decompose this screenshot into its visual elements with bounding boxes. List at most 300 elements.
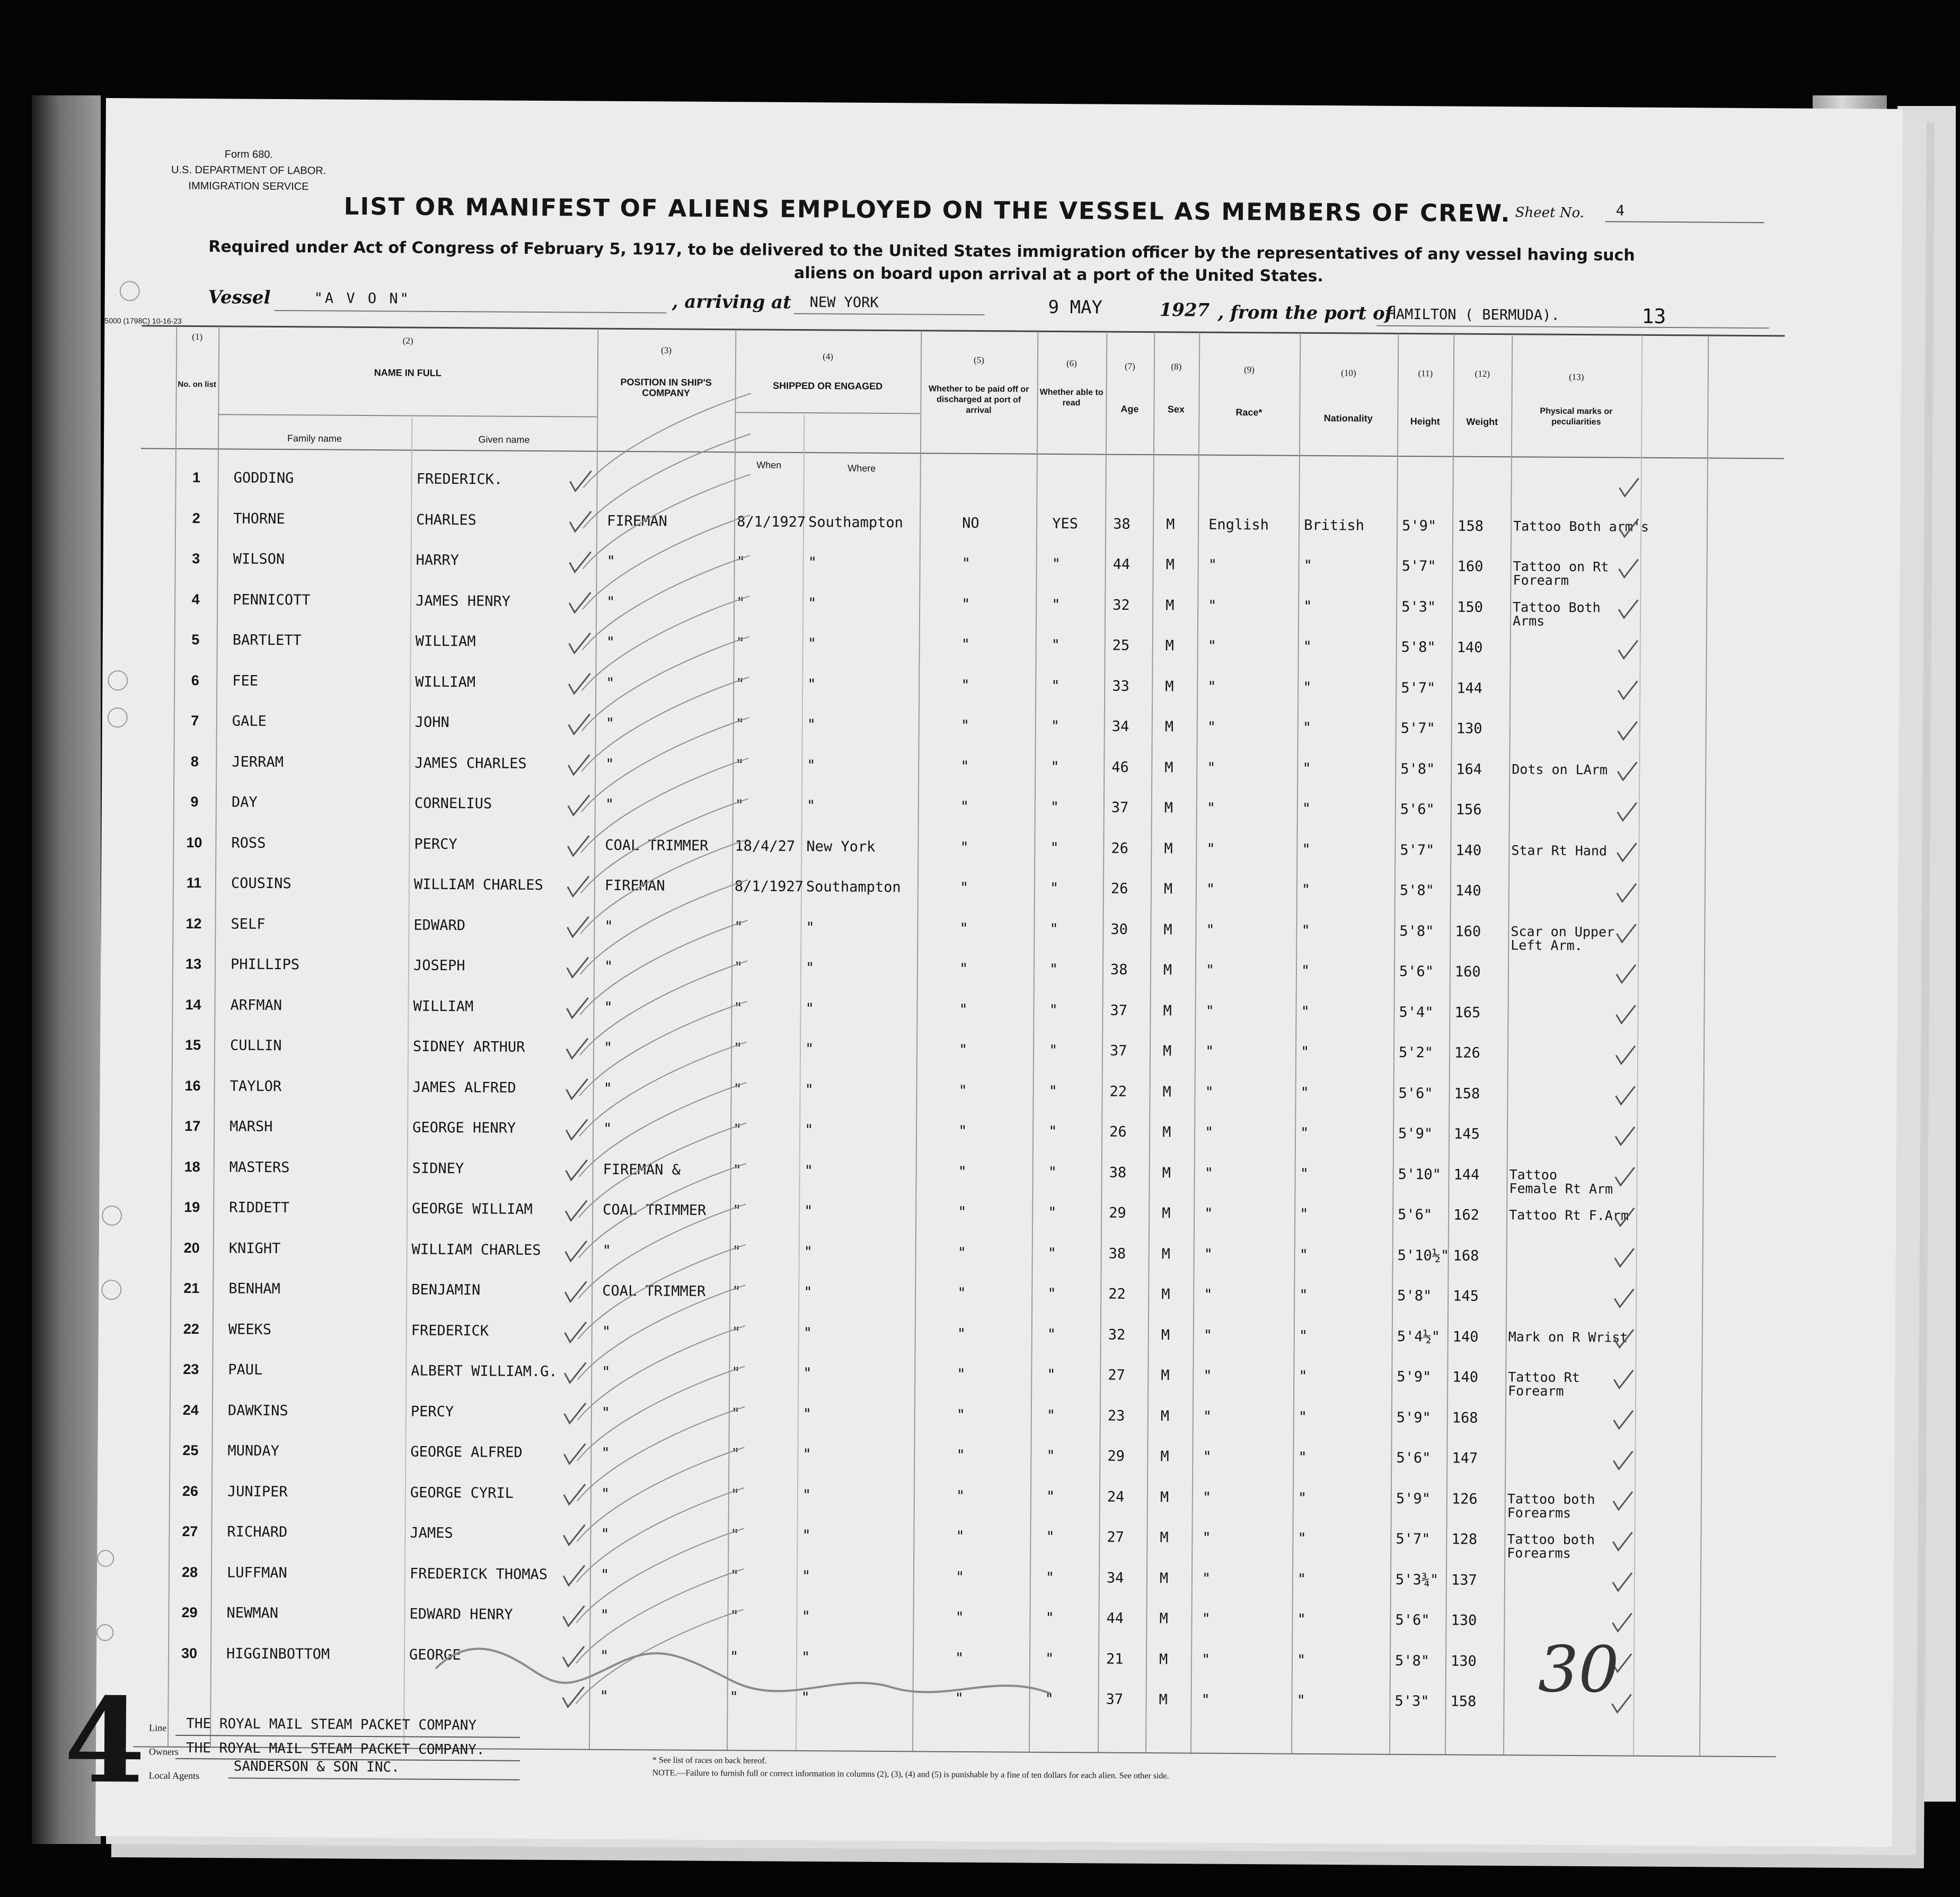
col-header-position: POSITION IN SHIP'S COMPANY — [620, 376, 712, 398]
vessel-name: "A V O N" — [314, 290, 411, 307]
sex: M — [1166, 556, 1175, 573]
age: 29 — [1107, 1448, 1125, 1465]
shipped-when: " — [730, 1567, 739, 1584]
paid-off: " — [959, 1001, 968, 1018]
check-mark — [1619, 600, 1638, 618]
race-footnote: * See list of races on back hereof. — [652, 1756, 767, 1766]
position: COAL TRIMMER — [603, 1201, 707, 1219]
shipped-when: " — [731, 1446, 740, 1462]
nationality: " — [1296, 1652, 1306, 1669]
family-name: SELF — [231, 915, 266, 933]
sex: M — [1164, 800, 1173, 817]
height: 5'10" — [1398, 1166, 1442, 1183]
given-name: HARRY — [416, 552, 460, 569]
weight: 140 — [1455, 882, 1481, 899]
paid-off: " — [961, 555, 971, 572]
pencil-stroke — [578, 1244, 746, 1340]
family-name: LUFFMAN — [226, 1564, 287, 1581]
given-name: JOHN — [414, 714, 449, 731]
nationality: " — [1303, 557, 1313, 574]
able-to-read: " — [1048, 1164, 1057, 1181]
able-to-read: " — [1052, 596, 1061, 613]
sex: M — [1164, 719, 1174, 735]
weight: 168 — [1452, 1410, 1478, 1426]
check-mark — [1614, 1411, 1633, 1429]
pencil-stroke — [583, 433, 751, 529]
weight: 140 — [1452, 1328, 1479, 1345]
check-mark — [562, 1687, 584, 1707]
shipped-when: " — [733, 1040, 743, 1057]
shipped-when: " — [736, 594, 745, 611]
pencil-stroke — [581, 798, 748, 894]
race: " — [1202, 1529, 1211, 1546]
height: 5'6" — [1396, 1449, 1431, 1467]
check-mark — [566, 1119, 587, 1139]
col-header-paid-off: Whether to be paid off or discharged at port of arrival — [928, 384, 1029, 415]
sheet-label: Sheet No. — [1515, 205, 1585, 221]
check-mark — [1615, 1127, 1635, 1145]
height: 5'7" — [1400, 841, 1435, 858]
nationality: " — [1303, 638, 1312, 655]
given-name: PERCY — [414, 836, 457, 853]
age: 25 — [1112, 637, 1130, 654]
check-mark — [1618, 802, 1637, 820]
check-mark — [563, 1646, 584, 1666]
sex: M — [1162, 1205, 1171, 1222]
row-number: 20 — [183, 1239, 200, 1256]
age: 27 — [1108, 1367, 1125, 1384]
paid-off: " — [958, 1041, 968, 1058]
given-name: FREDERICK THOMAS — [409, 1565, 548, 1583]
physical-marks: Mark on R Wrist — [1508, 1328, 1628, 1345]
height: 5'7" — [1401, 557, 1436, 575]
col-header-age: Age — [1120, 403, 1139, 414]
row-number: 7 — [191, 713, 199, 729]
able-to-read: " — [1049, 880, 1059, 897]
pencil-stroke — [577, 1487, 744, 1583]
family-name: ROSS — [231, 834, 266, 852]
height: 5'6" — [1400, 801, 1435, 818]
physical-marks-cont: Forearms — [1507, 1504, 1571, 1521]
from-port-label: , from the port of — [1217, 302, 1393, 324]
check-mark — [1618, 762, 1637, 780]
row-number: 11 — [186, 874, 202, 891]
shipped-when: " — [730, 1608, 739, 1625]
arrival-year: 1927 — [1159, 299, 1210, 321]
punch-hole — [101, 1280, 121, 1300]
able-to-read: " — [1048, 1204, 1057, 1221]
weight: 130 — [1456, 720, 1482, 737]
family-name: NEWMAN — [226, 1605, 279, 1622]
position: " — [600, 1566, 610, 1583]
shipped-when: " — [735, 797, 744, 814]
age: 33 — [1112, 678, 1129, 695]
check-mark — [1619, 519, 1638, 537]
check-mark — [1613, 1573, 1632, 1591]
family-name: COUSINS — [231, 875, 292, 892]
able-to-read: " — [1050, 717, 1060, 735]
race: " — [1201, 1651, 1211, 1668]
height: 5'9" — [1396, 1490, 1431, 1507]
age: 32 — [1108, 1326, 1126, 1343]
row-number: 14 — [185, 996, 201, 1013]
check-mark — [569, 673, 590, 694]
weight: 156 — [1455, 801, 1482, 818]
shipped-where: " — [802, 1527, 811, 1544]
shipped-when: " — [731, 1364, 740, 1381]
col-header-weight: Weight — [1466, 416, 1498, 428]
sex: M — [1161, 1326, 1170, 1343]
weight: 130 — [1451, 1612, 1477, 1629]
shipped-where: " — [804, 1243, 813, 1260]
age: 29 — [1109, 1204, 1126, 1221]
sex: M — [1160, 1448, 1169, 1465]
position: " — [601, 1444, 610, 1461]
subtitle-line2: aliens on board upon arrival at a port of the United States. — [793, 263, 1323, 286]
position: " — [601, 1526, 610, 1543]
row-number: 18 — [184, 1158, 200, 1175]
family-name: PAUL — [228, 1361, 263, 1378]
position: " — [606, 634, 615, 651]
shipped-where: " — [808, 595, 817, 611]
check-mark — [1614, 1370, 1633, 1388]
height: 5'7" — [1396, 1530, 1431, 1548]
position: " — [604, 999, 613, 1016]
row-number: 2 — [192, 510, 200, 526]
paid-off: " — [959, 920, 968, 937]
given-name: GEORGE — [409, 1646, 461, 1663]
check-mark — [1616, 1005, 1635, 1023]
position: " — [605, 715, 615, 732]
check-mark — [566, 1200, 587, 1220]
pencil-stroke — [579, 1122, 746, 1218]
sex: M — [1161, 1286, 1170, 1303]
nationality: " — [1300, 1165, 1309, 1182]
physical-marks-cont: Female Rt Arm — [1509, 1180, 1613, 1196]
age: 37 — [1106, 1691, 1124, 1708]
document-title: LIST OR MANIFEST OF ALIENS EMPLOYED ON THE VESSEL AS MEMBERS OF CREW. — [343, 192, 1511, 228]
shipped-when: 8/1/1927 — [737, 513, 806, 530]
height: 5'3¾" — [1395, 1571, 1439, 1588]
position: " — [604, 958, 613, 975]
able-to-read: " — [1047, 1285, 1056, 1302]
race: " — [1203, 1367, 1212, 1384]
given-name: WILLIAM CHARLES — [411, 1241, 541, 1258]
age: 37 — [1110, 1002, 1128, 1019]
shipped-where: " — [802, 1405, 812, 1422]
age: 26 — [1109, 1123, 1127, 1140]
weight: 145 — [1454, 1125, 1480, 1142]
check-mark — [1619, 640, 1638, 658]
physical-marks-cont: Forearm — [1513, 572, 1569, 588]
check-mark — [563, 1524, 585, 1545]
position: " — [604, 918, 613, 935]
shipped-when: " — [733, 1080, 742, 1097]
height: 5'8" — [1400, 760, 1435, 777]
arrival-date-stamp: 9 MAY — [1048, 296, 1103, 318]
check-mark — [1617, 924, 1636, 942]
physical-marks: Tattoo on Rt — [1513, 559, 1609, 575]
shipped-when: " — [734, 999, 743, 1016]
weight: 145 — [1453, 1288, 1479, 1305]
age: 22 — [1108, 1286, 1126, 1302]
paid-off: " — [958, 1082, 967, 1099]
weight: 158 — [1454, 1085, 1480, 1102]
shipped-when: 18/4/27 — [735, 837, 796, 855]
shipped-when: " — [730, 1486, 740, 1503]
local-agents: SANDERSON & SON INC. — [233, 1758, 400, 1776]
agents-label: Local Agents — [148, 1770, 200, 1781]
weight: 126 — [1451, 1491, 1478, 1508]
race: " — [1205, 1043, 1214, 1060]
pencil-stroke — [580, 838, 748, 935]
able-to-read: " — [1050, 839, 1059, 856]
row-number: 9 — [190, 793, 199, 810]
physical-marks-cont: Arms — [1512, 613, 1545, 629]
able-to-read: " — [1051, 677, 1060, 694]
nationality: " — [1301, 962, 1310, 979]
check-mark — [569, 633, 590, 653]
sex: M — [1162, 1043, 1172, 1060]
sex: M — [1165, 637, 1175, 654]
check-mark — [563, 1565, 585, 1585]
age: 26 — [1110, 880, 1128, 897]
weight: 165 — [1454, 1004, 1481, 1021]
line-label: Line — [149, 1722, 167, 1733]
punch-hole — [96, 1624, 113, 1641]
nationality: " — [1301, 881, 1311, 898]
position: FIREMAN — [607, 512, 668, 529]
paid-off: " — [959, 879, 969, 896]
check-mark — [1617, 964, 1636, 982]
pencil-stroke — [583, 474, 751, 570]
check-mark — [563, 1606, 584, 1626]
row-number: 30 — [181, 1645, 198, 1661]
col-header-height: Height — [1410, 416, 1440, 427]
pencil-stroke — [576, 1527, 744, 1624]
able-to-read: " — [1050, 799, 1060, 816]
able-to-read: " — [1052, 555, 1061, 573]
col-header-where: Where — [847, 463, 876, 474]
check-mark — [567, 957, 588, 977]
handwritten-check-marks — [95, 98, 1903, 1847]
col-header-family: Family name — [287, 433, 342, 444]
punch-hole — [108, 670, 128, 690]
height: 5'3" — [1401, 598, 1436, 615]
nationality: " — [1302, 719, 1312, 736]
paid-off: " — [960, 758, 969, 775]
able-to-read: " — [1046, 1447, 1055, 1464]
weight: 130 — [1450, 1653, 1477, 1670]
vessel-label: Vessel — [208, 287, 271, 308]
given-name: BENJAMIN — [411, 1281, 481, 1299]
race: " — [1202, 1489, 1212, 1506]
sex: M — [1166, 516, 1175, 533]
sex: M — [1159, 1610, 1168, 1627]
nationality: " — [1297, 1490, 1307, 1506]
pencil-stroke — [581, 676, 749, 773]
row-number: 10 — [186, 834, 202, 850]
paid-off: " — [957, 1284, 966, 1301]
print-code: 5000 (1798C) 10-16-23 — [104, 316, 182, 325]
shipped-when: " — [736, 635, 745, 652]
able-to-read: " — [1046, 1407, 1056, 1424]
shipped-where: " — [805, 1081, 814, 1098]
check-mark — [1613, 1451, 1632, 1469]
row-number: 12 — [186, 915, 202, 932]
age: 34 — [1111, 718, 1129, 735]
age: 37 — [1111, 799, 1129, 816]
race: " — [1204, 1246, 1213, 1263]
age: 34 — [1106, 1570, 1124, 1586]
weight: 160 — [1457, 558, 1484, 575]
sex: M — [1163, 962, 1172, 979]
given-name: WILLIAM — [415, 673, 476, 690]
department-name: U.S. DEPARTMENT OF LABOR. — [171, 164, 326, 177]
adjacent-page-left — [32, 95, 101, 1844]
given-name: JAMES CHARLES — [414, 755, 527, 772]
position: " — [605, 796, 614, 813]
height: 5'9" — [1397, 1368, 1432, 1386]
row-number: 26 — [182, 1483, 199, 1499]
shipped-when: " — [734, 959, 743, 976]
row-number: 16 — [184, 1077, 201, 1094]
able-to-read: " — [1049, 961, 1058, 978]
able-to-read: " — [1046, 1528, 1055, 1545]
shipping-line: THE ROYAL MAIL STEAM PACKET COMPANY — [186, 1715, 477, 1734]
given-name: WILLIAM — [415, 633, 476, 650]
able-to-read: " — [1045, 1650, 1054, 1667]
check-mark — [570, 552, 591, 572]
pencil-stroke — [576, 1568, 744, 1664]
race: " — [1208, 556, 1217, 573]
nationality: " — [1300, 1043, 1310, 1060]
position: " — [603, 1080, 612, 1097]
shipped-where: " — [807, 676, 816, 693]
shipped-where: " — [802, 1446, 811, 1463]
row-number: 15 — [184, 1036, 201, 1053]
owners-name: THE ROYAL MAIL STEAM PACKET COMPANY. — [186, 1740, 485, 1758]
sex: M — [1162, 1164, 1171, 1181]
race: " — [1207, 719, 1216, 735]
family-name: PENNICOTT — [233, 591, 311, 608]
paid-off: " — [957, 1244, 967, 1261]
col-header-nationality: Nationality — [1323, 413, 1373, 424]
manifest-sheet: Form 680. U.S. DEPARTMENT OF LABOR. IMMIGRATION SERVICE LIST OR MANIFEST OF ALIENS EMPLOYED ON THE VESSEL AS MEMBERS OF CREW. Sheet No. 4 Required under Act of Congress of February 5, 1917, to be delivered to the United States immigration officer by the representatives of any vessel having such aliens on board upon arrival at a port of the United States. Vessel "A V O N" , arriving at NEW YORK 9 MAY 1927 , from the port of HAMILTON ( BERMUDA). 13 5000 (1798C) 10-16-23 (1) No. on list (2) NAME IN FULL Family name Given name (3) POSITION IN SHIP'S COMPANY (4) SHIPPED OR ENGAGED When Where (5) Whether to be paid off or discharged at port of arrival (6) Whether able to read (7) Age (8) Sex (9) Race* (10) Nationality (11) Height (12) Weight (13) Physical marks or peculiarities 1 GODDING FREDERICK. 2 THORNE CHARLES FIREMAN 8/1/1927 Southampton NO YES 38 M English British 5'9" 158 Tattoo Both arm's 3 WILSON HARRY " " " " " 44 M " " 5'7" 160 Tattoo on Rt Forearm 4 PENNICOTT JAMES HENRY " " " " " 32 M " " 5'3" 150 Tattoo Both Arms 5 BARTLETT WILLIAM " " " " " 25 M " " 5'8" 140 6 FEE WILLIAM " " " " " 33 M " " 5'7" 144 7 GALE JOHN " " " " " 34 M " " 5'7" 130 8 JERRAM JAMES CHARLES " " " " " 46 M " " 5'8" 164 Dots on LArm 9 DAY CORNELIUS " " " " " 37 M " " 5'6" 156 10 ROSS PERCY COAL TRIMMER 18/4/27 New York " " 26 M " " 5'7" 140 Star Rt Hand 11 COUSINS WILLIAM CHARLES FIREMAN 8/1/1927 Southampton " " 26 M " " 5'8" 140 12 SELF EDWARD " " " " " 30 M " " 5'8" 160 Scar on Upper Left Arm. 13 PHILLIPS JOSEPH " " " " " 38 M " " 5'6" 160 14 ARFMAN WILLIAM " " " " " 37 M " " 5'4" 165 15 CULLIN SIDNEY ARTHUR " " " " " 37 M " " 5'2" 126 16 TAYLOR JAMES ALFRED " " " " " 22 M " " 5'6" 158 17 MARSH GEORGE HENRY " " " " " 26 M " " 5'9" 145 18 MASTERS SIDNEY FIREMAN & " " " " 38 M " " 5'10" 144 Tattoo Female Rt Arm 19 RIDDETT GEORGE WILLIAM COAL TRIMMER " " " " 29 M " " 5'6" 162 Tattoo Rt F.Arm 20 KNIGHT WILLIAM CHARLES " " " " " 38 M " " 5'10½" 168 21 BENHAM BENJAMIN COAL TRIMMER " " " " 22 M " " 5'8" 145 22 WEEKS FREDERICK " " " " " 32 M " " 5'4½" 140 Mark on R Wrist 23 PAUL ALBERT WILLIAM.G. " " " " " 27 M " " 5'9" 140 Tattoo Rt Forearm 24 DAWKINS PERCY " " " " " 23 M " " 5'9" 168 25 MUNDAY GEORGE ALFRED " " " " " 29 M " " 5'6" 147 26 JUNIPER GEORGE CYRIL " " " " " 24 M " " 5'9" 126 Tattoo both Forearms 27 RICHARD JAMES " " " " " 27 M " " 5'7" 128 Tattoo both Forearms 28 LUFFMAN FREDERICK THOMAS " " " " " 34 M " " 5'3¾" 137 29 NEWMAN EDWARD HENRY " " " " " 44 M " " 5'6" 130 30 HIGGINBOTTOM GEORGE " " " " " 21 M " " 5'8" 130 " " " " " 37 M " " 5'3" 158 30 4 Line THE ROYAL MAIL STEAM PACKET COMPANY Owners THE ROYAL MAIL STEAM PACKET COMPANY. Local Agents SANDERSON & SON INC. * See list of races on back hereof. NOTE.—Failure to furnish full or correct information in columns (2), (3), (4) and (5) is punishable by a fine of ten dollars for each alien. See other side. — [95, 98, 1903, 1847]
age: 37 — [1109, 1042, 1127, 1059]
family-name: FEE — [232, 672, 259, 689]
race: " — [1202, 1570, 1211, 1587]
check-mark — [566, 1079, 587, 1099]
check-mark — [567, 1038, 588, 1058]
paid-off: " — [955, 1609, 964, 1626]
sex: M — [1161, 1367, 1170, 1384]
pencil-stroke — [579, 1082, 747, 1178]
pencil-stroke — [578, 1325, 745, 1421]
given-name: FREDERICK — [411, 1322, 489, 1339]
shipped-when: " — [731, 1324, 741, 1341]
race: " — [1204, 1286, 1213, 1303]
sex: M — [1159, 1651, 1168, 1668]
weight: 162 — [1453, 1207, 1480, 1224]
weight: 168 — [1453, 1247, 1479, 1264]
pencil-stroke — [584, 393, 751, 489]
paid-off: " — [960, 717, 970, 734]
sex: M — [1162, 1124, 1171, 1141]
shipped-where: " — [805, 960, 815, 977]
weight: 140 — [1452, 1369, 1479, 1386]
col-header-sex: Sex — [1167, 404, 1185, 415]
able-to-read: " — [1049, 1001, 1058, 1018]
family-name: RICHARD — [227, 1523, 288, 1541]
nationality: " — [1297, 1571, 1306, 1588]
able-to-read: " — [1051, 636, 1061, 654]
age: 21 — [1106, 1651, 1124, 1668]
sex: M — [1164, 840, 1173, 857]
shipped-when: " — [736, 675, 745, 692]
shipped-where: " — [801, 1689, 810, 1706]
nationality: " — [1301, 922, 1310, 939]
penalty-note: NOTE.—Failure to furnish full or correct information in columns (2), (3), (4) and (5) is punishable by a fine of ten dollars for each alien. See other side. — [652, 1768, 1169, 1781]
row-number: 25 — [182, 1442, 199, 1459]
able-to-read: " — [1045, 1569, 1055, 1586]
able-to-read: " — [1047, 1326, 1056, 1343]
nationality: " — [1303, 598, 1312, 615]
shipped-when: " — [736, 554, 746, 571]
pencil-stroke — [582, 636, 749, 732]
nationality: " — [1302, 800, 1311, 817]
check-mark — [1615, 1208, 1634, 1226]
physical-marks: Tattoo Both arm's — [1513, 518, 1649, 535]
pencil-stroke — [582, 595, 749, 692]
race: " — [1206, 800, 1216, 817]
pencil-stroke — [581, 757, 748, 854]
shipped-where: " — [804, 1203, 813, 1220]
position: " — [606, 675, 615, 692]
height: 5'8" — [1399, 923, 1434, 939]
position: COAL TRIMMER — [605, 837, 709, 854]
nationality: " — [1300, 1205, 1309, 1222]
position: FIREMAN — [604, 877, 665, 894]
able-to-read: " — [1047, 1366, 1056, 1383]
row-number: 8 — [190, 753, 199, 769]
race: " — [1203, 1327, 1213, 1344]
height: 5'6" — [1398, 1206, 1433, 1224]
nationality: " — [1299, 1287, 1308, 1304]
pencil-stroke — [580, 960, 747, 1056]
race: " — [1204, 1205, 1213, 1222]
age: 44 — [1113, 556, 1131, 573]
weight: 160 — [1455, 923, 1481, 940]
age: 22 — [1109, 1083, 1127, 1100]
given-name: EDWARD HENRY — [409, 1606, 513, 1623]
given-name: FREDERICK. — [416, 471, 503, 488]
check-mark — [1618, 721, 1637, 739]
shipped-when: " — [735, 756, 744, 773]
height: 5'8" — [1401, 639, 1436, 656]
shipped-where: " — [805, 1041, 814, 1058]
physical-marks: Tattoo Rt — [1508, 1369, 1580, 1386]
race: " — [1206, 881, 1215, 898]
height: 5'9" — [1398, 1125, 1433, 1142]
check-mark — [569, 714, 590, 734]
pencil-stroke — [581, 717, 749, 813]
race: " — [1203, 1408, 1212, 1425]
check-mark — [567, 998, 588, 1018]
paid-off: " — [956, 1528, 965, 1545]
check-mark — [1617, 883, 1636, 901]
pencil-stroke — [578, 1284, 745, 1380]
